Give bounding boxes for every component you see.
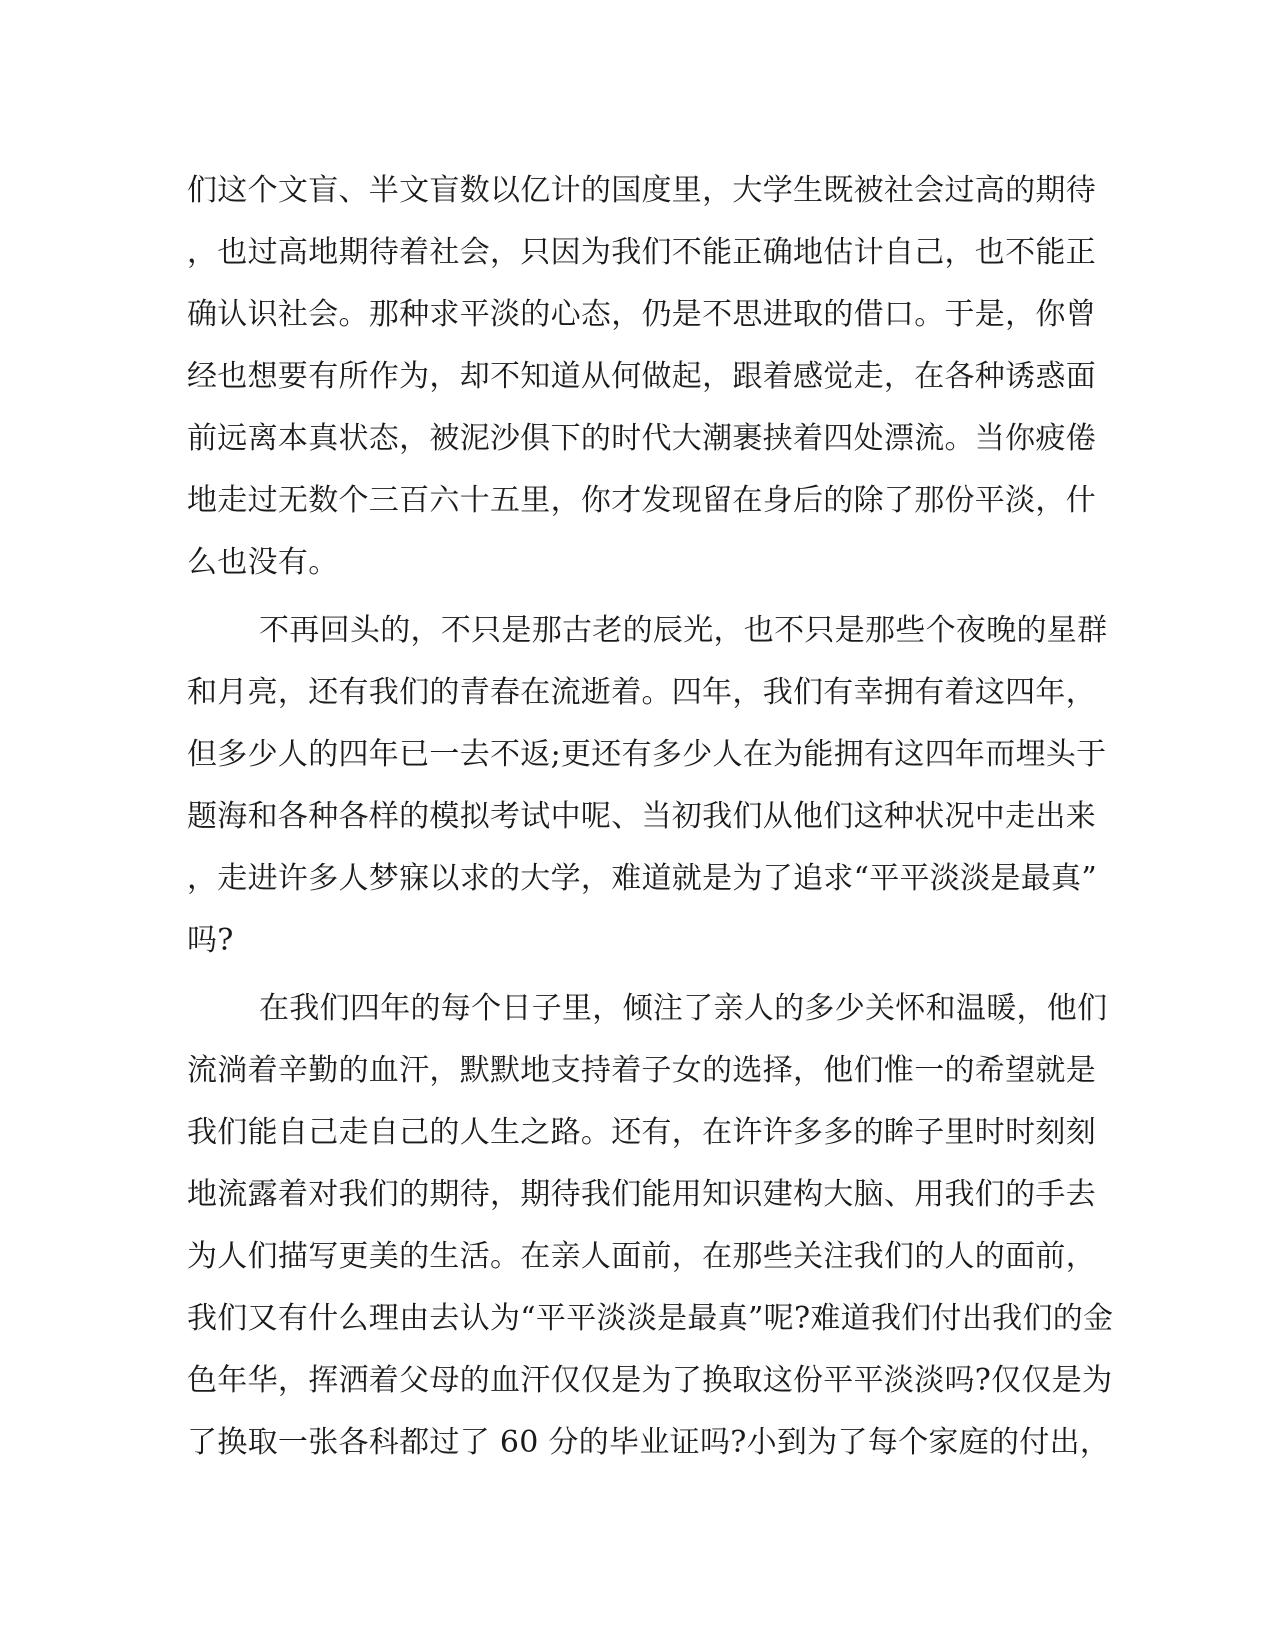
text-line: 吗? <box>187 923 234 958</box>
text-line: 经也想要有所作为，却不知道从何做起，跟着感觉走，在各种诱惑面 <box>187 359 1096 394</box>
text-line: 和月亮，还有我们的青春在流逝着。四年，我们有幸拥有着这四年， <box>187 675 1096 710</box>
text-line: 我们能自己走自己的人生之路。还有，在许许多多的眸子里时时刻刻 <box>187 1115 1096 1150</box>
text-line: 我们又有什么理由去认为“平平淡淡是最真”呢?难道我们付出我们的金 <box>187 1301 1114 1336</box>
text-line: 色年华，挥洒着父母的血汗仅仅是为了换取这份平平淡淡吗?仅仅是为 <box>187 1363 1113 1398</box>
text-line: ，也过高地期待着社会，只因为我们不能正确地估计自己，也不能正 <box>187 235 1096 270</box>
paragraph-1 <box>187 160 1096 594</box>
text-line: 但多少人的四年已一去不返;更还有多少人在为能拥有这四年而埋头于 <box>187 737 1107 772</box>
paragraph-2 <box>187 600 1108 972</box>
text-line: 么也没有。 <box>187 545 339 580</box>
text-line: 们这个文盲、半文盲数以亿计的国度里，大学生既被社会过高的期待 <box>187 173 1096 208</box>
text-line: 流淌着辛勤的血汗，默默地支持着子女的选择，他们惟一的希望就是 <box>187 1053 1096 1088</box>
text-line: 了换取一张各科都过了 60 分的毕业证吗?小到为了每个家庭的付出， <box>187 1425 1111 1460</box>
text-line: 前远离本真状态，被泥沙俱下的时代大潮裹挟着四处漂流。当你疲倦 <box>187 421 1096 456</box>
document-body <box>187 160 1114 1474</box>
paragraph-3 <box>187 978 1114 1474</box>
text-line: ，走进许多人梦寐以求的大学，难道就是为了追求“平平淡淡是最真” <box>187 861 1097 896</box>
text-line: 题海和各种各样的模拟考试中呢、当初我们从他们这种状况中走出来 <box>187 799 1096 834</box>
text-line: 地走过无数个三百六十五里，你才发现留在身后的除了那份平淡，什 <box>187 483 1096 518</box>
text-line: 为人们描写更美的生活。在亲人面前，在那些关注我们的人的面前， <box>187 1239 1096 1274</box>
text-line: 在我们四年的每个日子里，倾注了亲人的多少关怀和温暖，他们 <box>259 991 1108 1026</box>
text-line: 不再回头的，不只是那古老的辰光，也不只是那些个夜晚的星群 <box>259 613 1108 648</box>
text-line: 地流露着对我们的期待，期待我们能用知识建构大脑、用我们的手去 <box>187 1177 1096 1212</box>
text-line: 确认识社会。那种求平淡的心态，仍是不思进取的借口。于是，你曾 <box>187 297 1096 332</box>
